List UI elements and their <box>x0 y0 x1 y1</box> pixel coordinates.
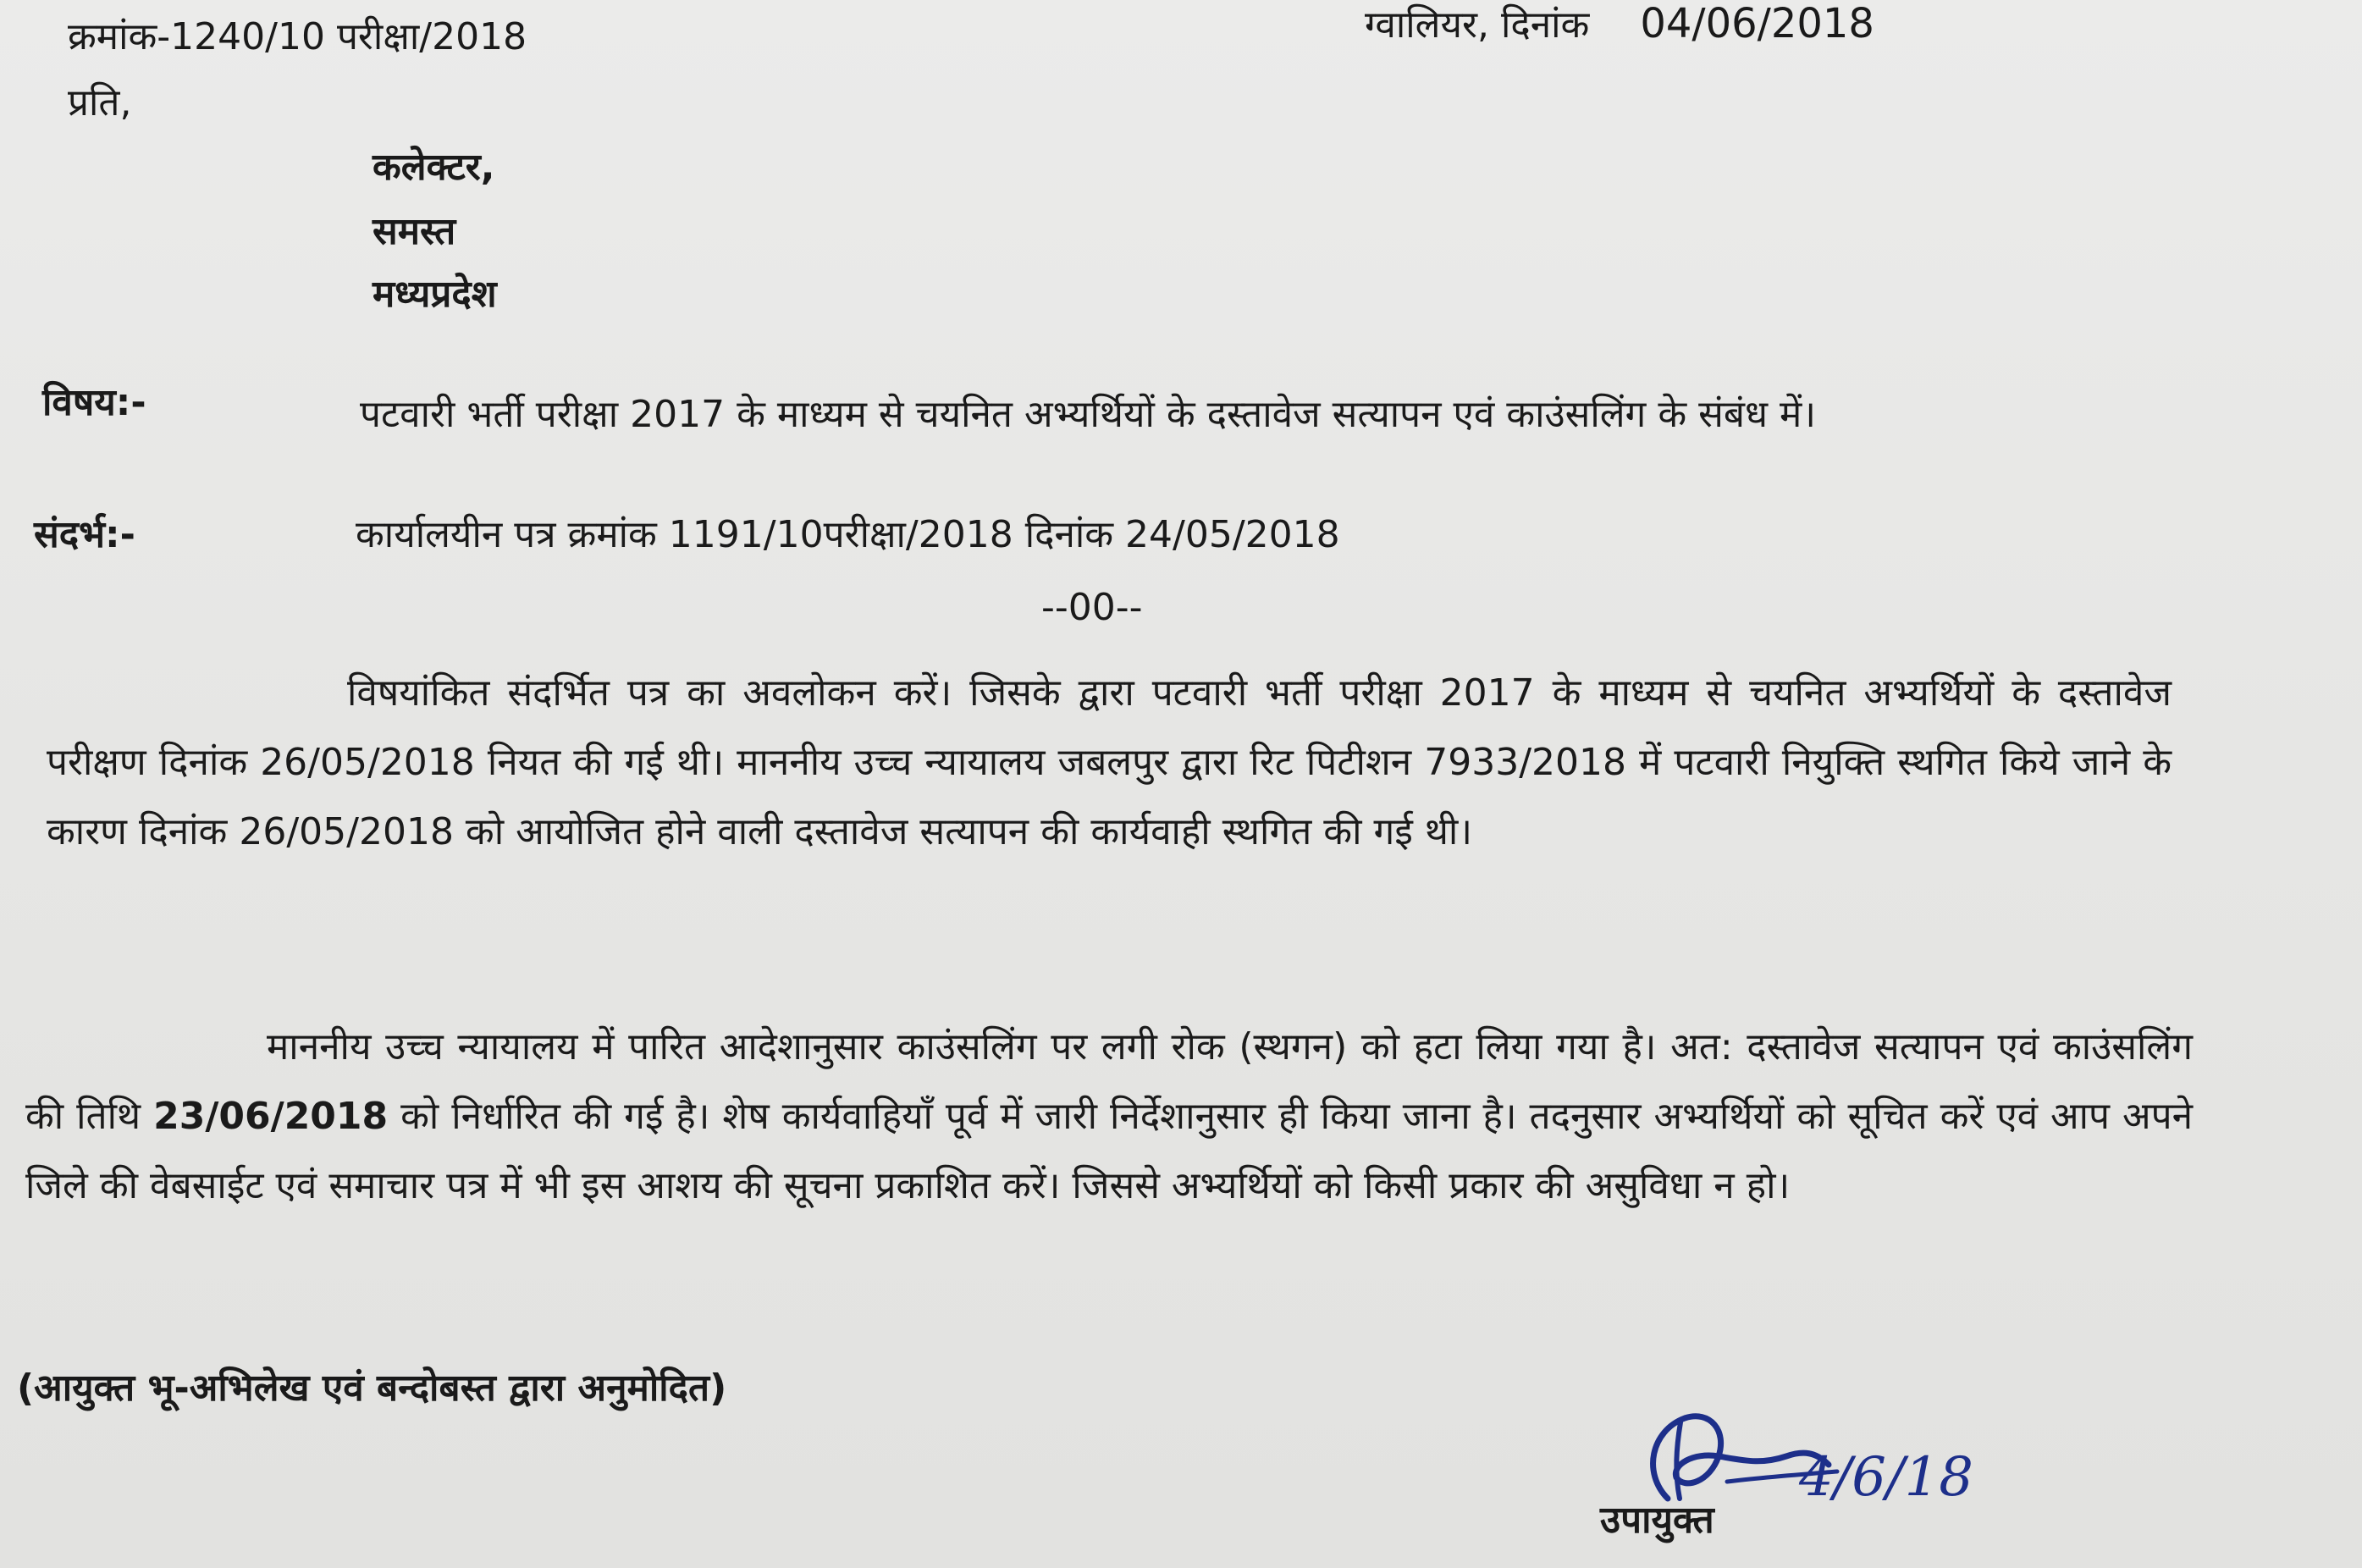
subject-label: विषय:- <box>42 381 146 424</box>
place-date-label: ग्वालियर, दिनांक <box>1365 3 1590 47</box>
reference-label: संदर्भ:- <box>34 513 135 556</box>
designation: उपायुक्त <box>1600 1499 1714 1542</box>
paragraph-2-part-1: माननीय उच्च न्यायालय में पारित आदेशानुसार काउंसलिंग पर लगी रोक (स्थगन) को हटा लिया गया है। अत: दस्तावेज सत्यापन एवं काउंसलिंग की तिथि <box>25 1025 2193 1138</box>
letter-date: 04/06/2018 <box>1640 0 1874 47</box>
separator: --00-- <box>1041 586 1143 629</box>
place-and-date <box>1365 0 1874 49</box>
body-paragraph-2 <box>25 1013 2193 1221</box>
to-label: प्रति, <box>68 81 132 124</box>
counselling-date: 23/06/2018 <box>153 1095 389 1138</box>
paragraph-2-part-2: को निर्धारित की गई है। शेष कार्यवाहियाँ पूर्व में जारी निर्देशानुसार ही किया जाना है। तदनुसार अभ्यर्थियों को सूचित करें एवं आप अपने जिले की वेबसाईट एवं समाचार पत्र में भी इस आशय की सूचना प्रकाशित करें। जिससे अभ्यर्थियों को किसी प्रकार की असुविधा न हो। <box>25 1095 2194 1207</box>
addressee-line-2: समस्त <box>373 210 456 253</box>
addressee-line-3: मध्यप्रदेश <box>373 273 497 316</box>
body-paragraph-1: विषयांकित संदर्भित पत्र का अवलोकन करें। जिसके द्वारा पटवारी भर्ती परीक्षा 2017 के माध्यम से चयनित अभ्यर्थियों के दस्तावेज परीक्षण दिनांक 26/05/2018 नियत की गई थी। माननीय उच्च न्यायालय जबलपुर द्वारा रिट पिटीशन 7933/2018 में पटवारी नियुक्ति स्थगित किये जाने के कारण दिनांक 26/05/2018 को आयोजित होने वाली दस्तावेज सत्यापन की कार्यवाही स्थगित की गई थी। <box>47 671 2172 853</box>
reference-number: क्रमांक-1240/10 परीक्षा/2018 <box>68 15 527 58</box>
approval-note: (आयुक्त भू-अभिलेख एवं बन्दोबस्त द्वारा अनुमोदित) <box>17 1366 727 1410</box>
reference-text: कार्यालयीन पत्र क्रमांक 1191/10परीक्षा/2018 दिनांक 24/05/2018 <box>356 513 1340 556</box>
subject-text: पटवारी भर्ती परीक्षा 2017 के माध्यम से चयनित अभ्यर्थियों के दस्तावेज सत्यापन एवं काउंसलिंग के संबंध में। <box>360 393 1816 436</box>
signature-date: 4/6/18 <box>1799 1446 1973 1509</box>
addressee-line-1: कलेक्टर, <box>373 146 495 189</box>
